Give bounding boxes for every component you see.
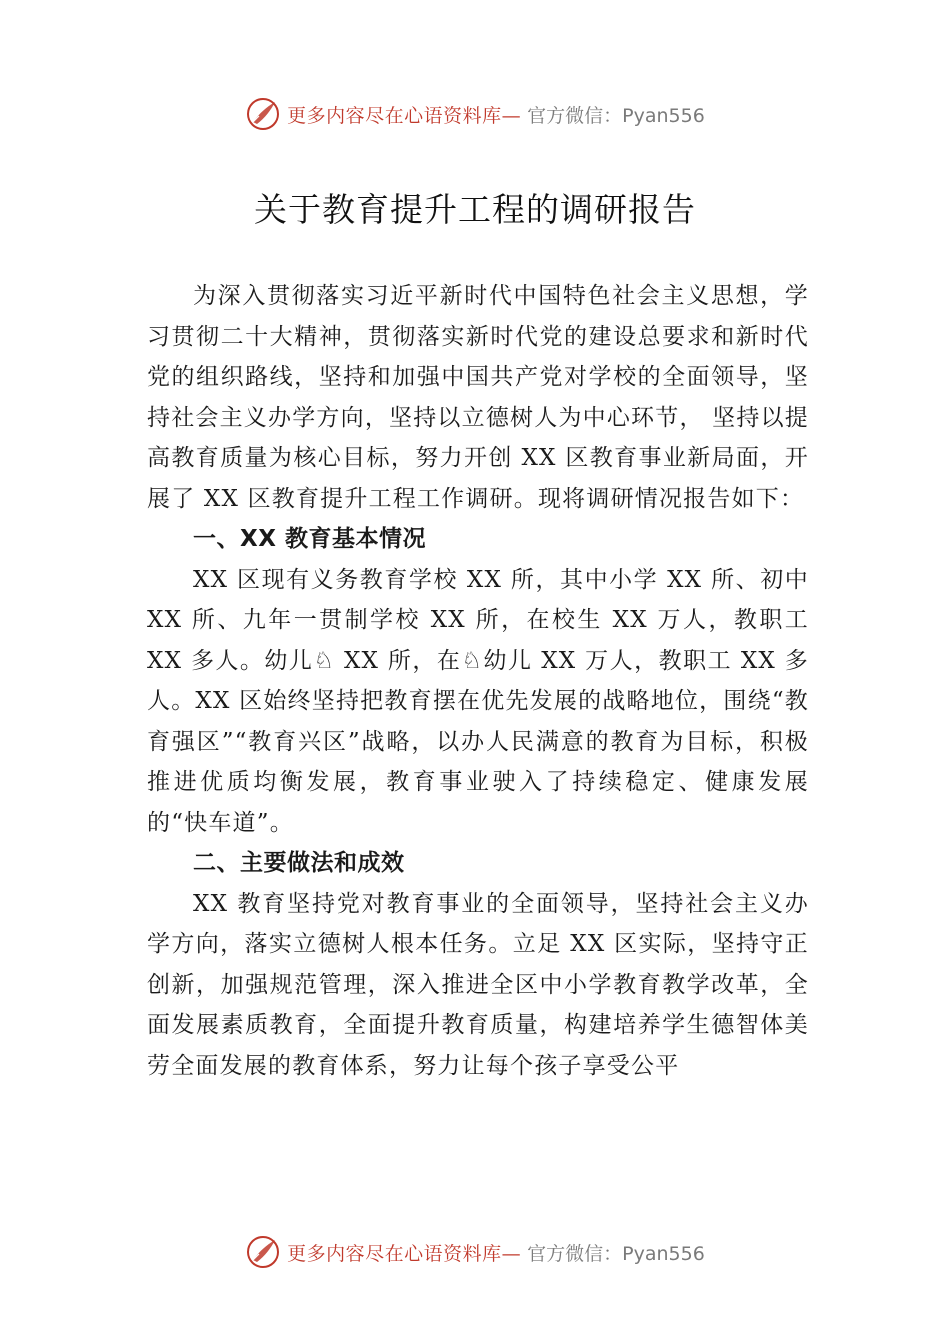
banner-gray-text: 官方微信：Pyan556 (527, 1242, 705, 1265)
quill-logo-icon (245, 96, 281, 132)
header-banner (0, 94, 950, 134)
quill-logo-icon (245, 1234, 281, 1270)
section-heading-2: 二、主要做法和成效 (193, 850, 405, 876)
banner-red-text: 更多内容尽在心语资料库— (287, 104, 522, 127)
banner-gray-text: 官方微信：Pyan556 (527, 104, 705, 127)
section-2-paragraph: XX 教育坚持党对教育事业的全面领导，坚持社会主义办学方向，落实立德树人根本任务。立足 XX 区实际，坚持守正创新，加强规范管理，深入推进全区中小学教育教学改革，全面发展素质教育，全面提升教育质量，构建培养学生德智体美劳全面发展的教育体系，努力让每个孩子享受公平 (147, 890, 809, 1079)
footer-banner (0, 1232, 950, 1272)
section-1-paragraph: XX 区现有义务教育学校 XX 所，其中小学 XX 所、初中 XX 所、九年一贯制学校 XX 所，在校生 XX 万人，教职工 XX 多人。幼儿♘ XX 所，在♘幼儿 XX 万人，教职工 XX 多人。XX 区始终坚持把教育摆在优先发展的战略地位，围绕“教育强区”“教育兴区”战略，以办人民满意的教育为目标，积极推进优质均衡发展，教育事业驶入了持续稳定、健康发展的“快车道”。 (147, 566, 809, 836)
banner-red-text: 更多内容尽在心语资料库— (287, 1242, 522, 1265)
intro-paragraph: 为深入贯彻落实习近平新时代中国特色社会主义思想，学习贯彻二十大精神，贯彻落实新时代党的建设总要求和新时代党的组织路线，坚持和加强中国共产党对学校的全面领导，坚持社会主义办学方向，坚持以立德树人为中心环节， 坚持以提高教育质量为核心目标，努力开创 XX 区教育事业新局面，开展了 XX 区教育提升工程工作调研。现将调研情况报告如下： (147, 283, 809, 512)
document-body (147, 276, 809, 1086)
document-title: 关于教育提升工程的调研报告 (254, 190, 696, 229)
section-heading-1: 一、XX 教育基本情况 (193, 526, 426, 552)
